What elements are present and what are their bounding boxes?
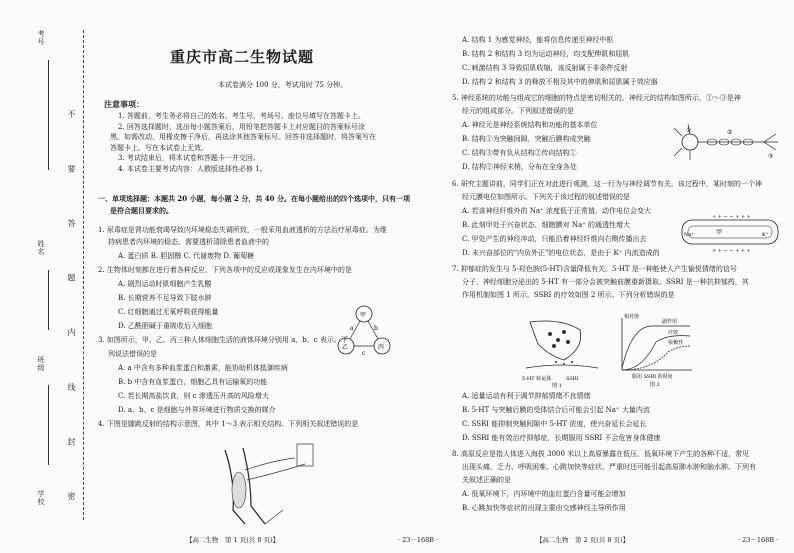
question-text: 6. 研究主题讲前，同学们正在对此进行观测，这一行为与神经调节有关。该过程中，某时刻的一个神 bbox=[452, 180, 762, 188]
question-text: 1. 尿毒症是肾功能衰竭导致内环境稳态失调所致，一般采用血液透析的方法治疗尿毒症。为维 bbox=[98, 226, 387, 234]
section-heading-line: 一、单项选择题：本题共 20 小题，每小题 2 分，共 40 分。在每小题给出的四个选项中，只有一项 bbox=[98, 194, 410, 203]
fig6-k: K⁺ bbox=[762, 232, 769, 238]
question-text: 3. 如图所示，甲、乙、丙三种人体细胞生活的液体环境分别用 a、b、c 表示。下 bbox=[98, 336, 348, 344]
fig7b-y: 相对值 bbox=[624, 314, 640, 320]
fig-q6-membrane bbox=[678, 208, 782, 258]
answer-option: B. 长期营养不足导致下肢水肿 bbox=[118, 294, 212, 302]
answer-option: B. 结构 2 和结构 3 均为运动神经，均支配伸肌和屈肌 bbox=[462, 50, 630, 58]
question-text: 持病患者内环境的稳态，需要透析清除患者血液中的 bbox=[108, 238, 269, 246]
question-text: 2. 生物体时刻都在进行着各种反应，下列各项中的反应或现象发生在内环境中的是 bbox=[98, 266, 352, 274]
answer-option: C. 红细胞通过无氧呼吸获得能量 bbox=[118, 308, 219, 316]
fig7b-l1: 副作用 bbox=[662, 319, 678, 325]
fig3-a: a bbox=[350, 325, 354, 332]
answer-option: D. 结构 2 和结构 3 的释放不相及其中的伸肌和屈肌属于效应器 bbox=[462, 78, 658, 86]
fig7b-l2: 疗效 bbox=[668, 330, 679, 336]
question-text: 7. 抑郁症的发生与 5-羟色胺(5-HT)含量降低有关。5-HT 是一种能使人产生愉悦情绪的信号 bbox=[452, 265, 737, 273]
fig-q5-neuron bbox=[672, 122, 782, 162]
fig5-n1: ① bbox=[686, 127, 692, 134]
answer-option: C. 刺激结构 3 导致屈肌收缩，该反射属于非条件反射 bbox=[462, 64, 628, 72]
question-text: 列说法错误的是 bbox=[108, 350, 157, 358]
section-heading-line: 是符合题目要求的。 bbox=[110, 206, 173, 215]
footer-right: 【高二生物 第 2 页(共 8 页)】 bbox=[536, 536, 630, 544]
fig5-n2: ② bbox=[727, 129, 733, 136]
fig3-jia: 甲 bbox=[360, 312, 367, 319]
banji-label: 班级 bbox=[37, 356, 45, 372]
notice-line: 2. 回答选择题时，选出每小题答案后，用铅笔把答题卡上对应题目的答案标号涂 bbox=[118, 122, 365, 131]
answer-option: C. SSRI 能抑制突触间隙中 5-HT 浓度，使兴奋延长会延长 bbox=[462, 420, 647, 428]
xingming-label: 姓名 bbox=[37, 240, 45, 256]
banji-line bbox=[48, 385, 49, 465]
fig7a-label: 5-HT 转运体 bbox=[522, 376, 552, 382]
seal-line-text: 不 要 答 题 内 线 封 密 bbox=[67, 110, 76, 522]
fig7b-caption: 图 2 bbox=[650, 382, 660, 388]
answer-option: A. 结构 1 为感觉神经，能将信息传递至神经中枢 bbox=[462, 36, 614, 44]
answer-option: A. 剧烈运动时肌细胞产生乳酸 bbox=[118, 280, 212, 288]
answer-option: A. 适量运动有利于调节抑郁情绪不良情绪 bbox=[462, 392, 591, 400]
fig6-plus-b: + + − − + + + bbox=[712, 248, 751, 254]
question-text: 4. 下图是膝跳反射的结构示意图，其中 1～3 表示相关结构。下列相关叙述错误的是 bbox=[98, 420, 359, 428]
notice-line: 1. 答题前，考生务必将自己的姓名、考生号、考场号、座位号填写在答题卡上。 bbox=[118, 112, 365, 120]
answer-option: C. 甲处产生的神经冲动，只能沿着神经纤维向右侧传播出去 bbox=[462, 235, 647, 243]
fig-q7-synapse bbox=[520, 318, 604, 388]
fig7b-l3: 依赖性 bbox=[668, 340, 684, 346]
fig-q4-knee-reflex bbox=[205, 440, 325, 528]
binding-margin bbox=[0, 0, 95, 553]
fig-q3-diagram bbox=[332, 300, 396, 364]
answer-option: B. 结构①为突触间隙，突触后膜构成突触 bbox=[462, 135, 591, 143]
answer-option: A. 蛋白质 B. 胆固醇 C. 代谢废物 D. 葡萄糖 bbox=[118, 252, 255, 260]
fig7a-ssri: SSRI bbox=[566, 376, 579, 382]
xuexiao-label: 学校 bbox=[37, 490, 45, 506]
fig7a-caption: 图 1 bbox=[552, 383, 562, 388]
question-text: 经元的组成部分。下列叙述错误的是 bbox=[462, 107, 574, 115]
fig-q7-effect-chart bbox=[612, 312, 696, 388]
answer-option: A. 神经元是神经系统结构和功能的基本单位 bbox=[462, 121, 598, 129]
fig6-jia: 甲 bbox=[716, 229, 723, 236]
answer-option: A. a 中含有多种血浆蛋白和激素，能协助机体抵御疾病 bbox=[118, 364, 288, 372]
answer-option: D. a、b、c 是细胞与外界环境进行物质交换的媒介 bbox=[118, 406, 276, 414]
answer-option: B. 5-HT 与突触后膜的受体结合后可能会引起 Na⁺ 大量内流 bbox=[462, 406, 650, 414]
answer-option: A. 若该神经纤维外的 Na⁺ 浓度低于正常值，动作电位会变大 bbox=[462, 207, 651, 215]
answer-option: A. 低氧环境下，内环境中的血红蛋白含量可能会增加 bbox=[462, 490, 626, 498]
answer-option: B. 心跳加快等症状的出现主要由交感神经主导所作用 bbox=[462, 504, 626, 512]
kaohao-line bbox=[48, 60, 49, 170]
answer-option: D. SSRI 能有效治疗抑郁症，长期服用 SSRI 不会危害身体健康 bbox=[462, 434, 661, 442]
footer-left: 【高二生物 第 1 页(共 8 页)】 bbox=[186, 536, 280, 544]
answer-option: D. 结构②神经末梢，分布在全身各处 bbox=[462, 163, 577, 171]
answer-option: C. 若长期高盐饮食，则 c 渗透压升高的风险增大 bbox=[118, 392, 269, 400]
exam-info: 本试卷满分 100 分，考试用时 75 分钟。 bbox=[218, 81, 348, 89]
footer-left-code: · 23－168B · bbox=[398, 536, 439, 544]
fig5-n3: ③ bbox=[768, 153, 774, 160]
question-text: 出现头痛、乏力、呼吸困难、心跳加快等症状，严重时还可能引起高原肺水肿和脑水肿。下列有 bbox=[462, 463, 756, 471]
question-text: 经元膜电位如图所示。下列关于该过程的叙述错误的是 bbox=[462, 193, 630, 201]
fig3-c: c bbox=[362, 350, 366, 357]
fig6-na: Na⁺ bbox=[684, 232, 694, 238]
question-text: 5. 神经系统的功能与组成它的细胞的特点是密切相关的。神经元的结构如图所示，①～③是神 bbox=[452, 94, 741, 102]
notice-line: 答题卡上。写在本试卷上无效。 bbox=[110, 143, 208, 152]
answer-option: B. b 中含有血浆蛋白，细胞乙具有运输氧的功能 bbox=[118, 378, 268, 386]
notice-line: 4. 本试卷主要考试内容：人教版选择性必修 1。 bbox=[118, 165, 267, 173]
fig7b-x: 服用 SSRI 的时间 bbox=[632, 374, 673, 380]
question-text: 作用机制如图 1 所示。SSRI 的疗效如图 2 所示。下列分析错误的是 bbox=[462, 291, 675, 299]
notice-title: 注意事项： bbox=[104, 99, 144, 109]
fig3-b: b bbox=[374, 325, 378, 332]
question-text: 分子，神经细胞分泌出的 5-HT 有一部分会被突触前膜重新摄取。SSRI 是一种抗抑郁药，其 bbox=[462, 278, 749, 286]
footer-right-code: · 23－168B · bbox=[738, 536, 779, 544]
seal-dash-line bbox=[83, 30, 84, 520]
question-text: 关叙述正确的是 bbox=[462, 476, 511, 484]
notice-line: 3. 考试结束后，将本试卷和答题卡一并交回。 bbox=[118, 154, 260, 163]
fig6-plus: + + − − + + + bbox=[712, 214, 751, 220]
notice-line: 黑。如需改动，用橡皮擦干净后，再选涂其他答案标号。回答非选择题时，将答案写在 bbox=[110, 133, 376, 142]
answer-option: B. 此刻甲处于兴奋状态，细胞膜对 Na⁺ 的通透性增大 bbox=[462, 221, 631, 229]
fig3-bing: 丙 bbox=[378, 344, 385, 351]
answer-option: C. 结构③带有负从结构②传向结构① bbox=[462, 149, 577, 157]
kaohao-label: 考号 bbox=[37, 30, 45, 46]
answer-option: D. 乙酰胆碱于重吸收后入细胞 bbox=[118, 322, 212, 330]
question-text: 8. 高原反应是指人体进入海拔 3000 米以上高原暴露在低压、低氧环境下产生的各种不适，常见 bbox=[452, 450, 750, 458]
fig3-yi: 乙 bbox=[342, 344, 349, 351]
xingming-line bbox=[48, 270, 49, 330]
exam-title: 重庆市高二生物试题 bbox=[170, 48, 315, 66]
answer-option: D. 未兴奋部位的"内负外正"的电位状态，是由于 K⁺ 内流造成的 bbox=[462, 249, 660, 257]
